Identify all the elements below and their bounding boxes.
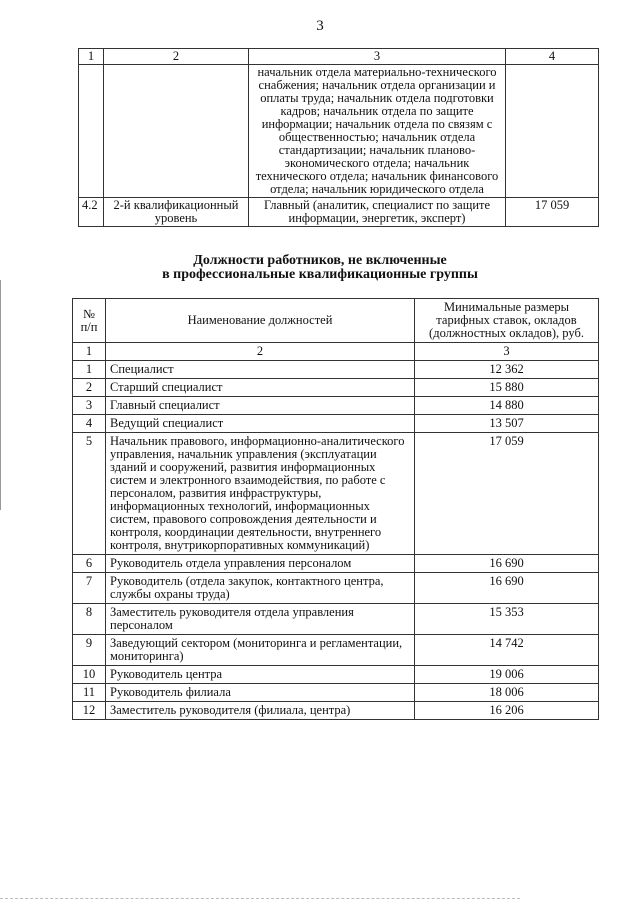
position-name: Специалист [106, 361, 415, 379]
row-number: 2 [73, 379, 106, 397]
position-name: Ведущий специалист [106, 415, 415, 433]
column-number-row [73, 343, 599, 361]
row-number: 7 [73, 573, 106, 604]
positions-list: начальник отдела материально-технического снабжения; начальник отдела организации и оплаты труда; начальник отдела подготовки кадров; начальник отдела по защите информации; начальник отдела по связям с общественностью; начальник отдела стандартизации; начальник планово-экономического отдела; начальник технического отдела; начальник финансового отдела; начальник юридического отдела [249, 65, 506, 198]
row-number: 9 [73, 635, 106, 666]
salary-value: 14 742 [415, 635, 599, 666]
table-row [73, 397, 599, 415]
position-name: Старший специалист [106, 379, 415, 397]
salary-value: 15 353 [415, 604, 599, 635]
salary-value: 18 006 [415, 684, 599, 702]
row-number: 11 [73, 684, 106, 702]
heading-line: Должности работников, не включенные [193, 253, 447, 268]
col-number: 2 [106, 343, 415, 361]
heading-line: в профессиональные квалификационные группы [162, 267, 478, 282]
qualification-table-continued [78, 48, 599, 227]
positions-list: Главный (аналитик, специалист по защите информации, энергетик, эксперт) [249, 198, 506, 227]
row-number: 3 [73, 397, 106, 415]
row-number: 4.2 [79, 198, 104, 227]
positions-salary-table [72, 298, 599, 720]
position-name: Заместитель руководителя отдела управления персоналом [106, 604, 415, 635]
table-row [73, 635, 599, 666]
row-number: 8 [73, 604, 106, 635]
row-number: 10 [73, 666, 106, 684]
section-heading [0, 254, 640, 282]
salary-value: 16 206 [415, 702, 599, 720]
table-row [73, 361, 599, 379]
qualification-level: 2-й квалификационный уровень [104, 198, 249, 227]
col-number: 1 [79, 49, 104, 65]
table-row [73, 604, 599, 635]
col-number: 2 [104, 49, 249, 65]
table-header-row [73, 299, 599, 343]
col-number: 3 [415, 343, 599, 361]
salary-value: 15 880 [415, 379, 599, 397]
row-number: 5 [73, 433, 106, 555]
header-salary: Минимальные размеры тарифных ставок, окладов (должностных окладов), руб. [415, 299, 599, 343]
continuation-row [79, 65, 599, 198]
table-row [73, 573, 599, 604]
scan-edge [0, 280, 5, 510]
position-name: Руководитель отдела управления персоналом [106, 555, 415, 573]
header-number: № п/п [73, 299, 106, 343]
cell-empty [506, 65, 599, 198]
salary-value: 13 507 [415, 415, 599, 433]
row-number: 6 [73, 555, 106, 573]
position-name: Заведующий сектором (мониторинга и регламентации, мониторинга) [106, 635, 415, 666]
scan-bottom-edge [0, 898, 520, 899]
col-number: 4 [506, 49, 599, 65]
col-number: 1 [73, 343, 106, 361]
table-row [73, 666, 599, 684]
salary-value: 16 690 [415, 573, 599, 604]
salary-value: 17 059 [506, 198, 599, 227]
table-row [73, 684, 599, 702]
row-number: 1 [73, 361, 106, 379]
col-number: 3 [249, 49, 506, 65]
header-position-name: Наименование должностей [106, 299, 415, 343]
salary-value: 14 880 [415, 397, 599, 415]
cell-empty [104, 65, 249, 198]
row-number: 4 [73, 415, 106, 433]
table-row [73, 415, 599, 433]
page-number: 3 [316, 18, 324, 34]
table-row [73, 555, 599, 573]
salary-value: 17 059 [415, 433, 599, 555]
position-name: Заместитель руководителя (филиала, центра) [106, 702, 415, 720]
salary-value: 16 690 [415, 555, 599, 573]
position-name: Начальник правового, информационно-аналитического управления, начальник управления (эксплуатации зданий и сооружений, развития информационных систем и электронного взаимодействия, по работе с персоналом, развития инфраструктуры, информационных технологий, информационных систем, правового сопровождения деятельности и контроля, координации деятельности, внутреннего контроля, внутрикорпоративных коммуникаций) [106, 433, 415, 555]
table-row [73, 379, 599, 397]
salary-value: 12 362 [415, 361, 599, 379]
position-name: Руководитель (отдела закупок, контактного центра, службы охраны труда) [106, 573, 415, 604]
position-name: Руководитель центра [106, 666, 415, 684]
table-row [73, 702, 599, 720]
salary-value: 19 006 [415, 666, 599, 684]
column-number-row [79, 49, 599, 65]
table-row [79, 198, 599, 227]
cell-empty [79, 65, 104, 198]
row-number: 12 [73, 702, 106, 720]
table-row [73, 433, 599, 555]
position-name: Главный специалист [106, 397, 415, 415]
position-name: Руководитель филиала [106, 684, 415, 702]
table-body [73, 361, 599, 720]
